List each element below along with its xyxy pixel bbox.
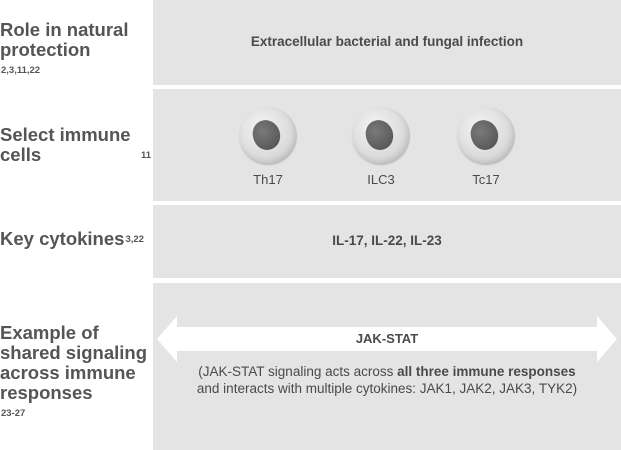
- cytokines-panel: [153, 205, 621, 278]
- cells-panel: [153, 89, 621, 201]
- cell-nucleus: [468, 117, 502, 153]
- row-label-role-sup: 2,3,11,22: [1, 65, 41, 76]
- row-label-cytokines-text: Key cytokines: [0, 228, 125, 249]
- row-label-cells: [0, 125, 152, 165]
- immune-cell-icon: [457, 107, 515, 165]
- desc-part2: and interacts with multiple cytokines: JAK1, JAK2, JAK3, TYK2): [196, 381, 578, 396]
- row-label-signaling: [0, 323, 152, 423]
- signaling-description: [191, 363, 583, 397]
- row-label-cytokines-sup: 3,22: [125, 234, 144, 245]
- row-label-signaling-sup: 23-27: [1, 408, 26, 419]
- cell-label-th17: Th17: [253, 172, 283, 187]
- role-panel: [153, 0, 621, 85]
- cell-nucleus: [250, 117, 284, 153]
- role-content: Extracellular bacterial and fungal infection: [250, 34, 524, 49]
- cell-nucleus: [363, 117, 397, 153]
- arrow-label: JAK-STAT: [355, 331, 419, 346]
- immune-cell-icon: [352, 107, 410, 165]
- row-label-role: [0, 20, 152, 80]
- row-label-cells-text: Select immune cells: [0, 124, 131, 165]
- signaling-panel: [153, 283, 621, 450]
- row-label-role-text: Role in natural protection: [0, 19, 129, 60]
- cell-label-tc17: Tc17: [472, 172, 500, 187]
- cell-label-ilc3: ILC3: [367, 172, 395, 187]
- row-label-cytokines: [0, 229, 152, 249]
- immune-cell-icon: [239, 107, 297, 165]
- row-label-signaling-text: Example of shared signaling across immune responses: [0, 322, 148, 403]
- row-label-cells-sup: 11: [141, 150, 152, 161]
- cytokines-content: IL-17, IL-22, IL-23: [332, 233, 442, 248]
- desc-bold: all three immune responses: [397, 364, 576, 379]
- desc-part1: (JAK-STAT signaling acts across: [198, 364, 398, 379]
